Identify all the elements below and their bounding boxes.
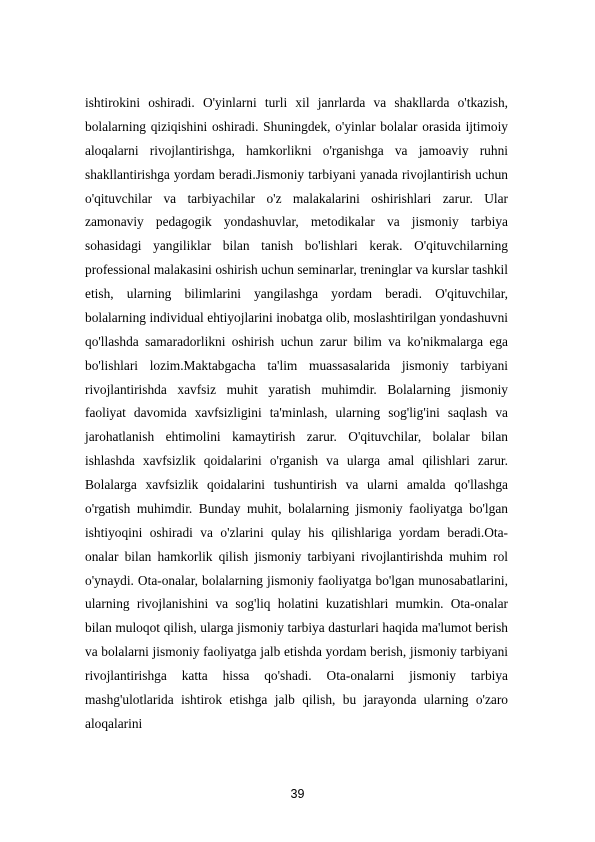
body-paragraph: ishtirokini oshiradi. O'yinlarni turli xil janrlarda va shakllarda o'tkazish, bolalarning qiziqishini oshiradi. Shuningdek, o'yinlar bolalar orasida ijtimoiy aloqalarni rivojlantirishga, hamkorlikni o'rganishga va jamoaviy ruhni shakllantirishga yordam beradi.Jismoniy tarbiyani yanada rivojlantirish uchun o'qituvchilar va tarbiyachilar o'z malakalarini oshirishlari zarur. Ular zamonaviy pedagogik yondashuvlar, metodikalar va jismoniy tarbiya sohasidagi yangiliklar bilan tanish bo'lishlari kerak. O'qituvchilarning professional malakasini oshirish uchun seminarlar, treninglar va kurslar tashkil etish, ularning bilimlarini yangilashga yordam beradi. O'qituvchilar, bolalarning individual ehtiyojlarini inobatga olib, moslashtirilgan yondashuvni qo'llashda samaradorlikni oshirish uchun zarur bilim va ko'nikmalarga ega bo'lishlari lozim.Maktabgacha ta'lim muassasalarida jismoniy tarbiyani rivojlantirishda xavfsiz muhit yaratish muhimdir. Bolalarning jismoniy faoliyat davomida xavfsizligini ta'minlash, ularning sog'lig'ini saqlash va jarohatlanish ehtimolini kamaytirish zarur. O'qituvchilar, bolalar bilan ishlashda xavfsizlik qoidalarini o'rganish va ularga amal qilishlari zarur. Bolalarga xavfsizlik qoidalarini tushuntirish va ularni amalda qo'llashga o'rgatish muhimdir. Bunday muhit, bolalarning jismoniy faoliyatga bo'lgan ishtiyoqini oshiradi va o'zlarini qulay his qilishlariga yordam beradi.Ota-onalar bilan hamkorlik qilish jismoniy tarbiyani rivojlantirishda muhim rol o'ynaydi. Ota-onalar, bolalarning jismoniy faoliyatga bo'lgan munosabatlarini, ularning rivojlanishini va sog'liq holatini kuzatishlari mumkin. Ota-onalar bilan muloqot qilish, ularga jismoniy tarbiya dasturlari haqida ma'lumot berish va bolalarni jismoniy faoliyatga jalb etishda yordam berish, jismoniy tarbiyani rivojlantirishga katta hissa qo'shadi. Ota-onalarni jismoniy tarbiya mashg'ulotlarida ishtirok etishga jalb qilish, bu jarayonda ularning o'zaro aloqalarini bbox=[85, 95, 508, 731]
page-number: 39 bbox=[290, 787, 305, 801]
